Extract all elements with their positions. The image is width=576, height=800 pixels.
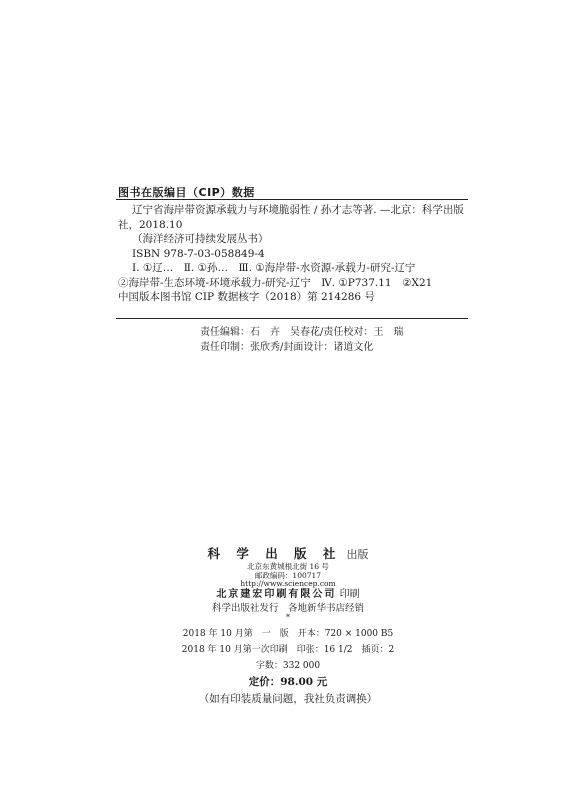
printer-name: 北京建宏印刷有限公司 bbox=[216, 589, 337, 600]
publisher-address: 北京东黄城根北街 16 号 bbox=[247, 562, 329, 571]
publisher-name-line bbox=[0, 543, 576, 562]
cip-top-rule bbox=[116, 199, 468, 200]
cip-isbn-line: ISBN 978-7-03-058849-4 bbox=[132, 247, 265, 260]
cip-data-block bbox=[118, 203, 466, 305]
word-count: 字数：332 000 bbox=[255, 661, 321, 671]
cip-subject-line-1: Ⅰ. ①辽… Ⅱ. ①孙… Ⅲ. ①海岸带-水资源-承载力-研究-辽宁 bbox=[132, 262, 416, 274]
publisher-name: 科 学 出 版 社 bbox=[207, 546, 342, 561]
edition-line: 2018 年 10 月第 一 版 开本：720 × 1000 B5 bbox=[182, 629, 394, 639]
printing-line: 2018 年 10 月第一次印刷 印张：16 1/2 插页：2 bbox=[181, 645, 395, 655]
publisher-postcode: 邮政编码：100717 bbox=[254, 571, 322, 580]
cip-title: 图书在版编目（CIP）数据 bbox=[118, 186, 255, 199]
quality-note: （如有印装质量问题，我社负责调换） bbox=[198, 693, 378, 705]
cip-book-title-line: 辽宁省海岸带资源承载力与环境脆弱性 / 孙才志等著. —北京：科学出版 bbox=[132, 204, 464, 216]
separator-star: * bbox=[286, 613, 290, 622]
cip-publisher-line: 社，2018.10 bbox=[118, 218, 183, 231]
cip-bottom-rule bbox=[116, 318, 468, 319]
distribution-line: 科学出版社发行 各地新华书店经销 bbox=[211, 603, 364, 614]
printer-line bbox=[0, 585, 576, 600]
editor-credits: 责任编辑：石 卉 吴春花/责任校对：王 瑞 bbox=[200, 327, 404, 338]
publisher-website: http://www.sciencep.com bbox=[240, 579, 336, 588]
production-credits: 责任印制：张欣秀/封面设计：诸道文化 bbox=[200, 342, 374, 353]
price: 定价：98.00 元 bbox=[248, 676, 328, 688]
cip-record-number: 中国版本图书馆 CIP 数据核字（2018）第 214286 号 bbox=[118, 291, 375, 303]
cip-subject-line-2: ②海岸带-生态环境-环境承载力-研究-辽宁 Ⅳ. ①P737.11 ②X21 bbox=[118, 276, 433, 289]
publisher-suffix: 出版 bbox=[346, 548, 369, 561]
cip-series-line: （海洋经济可持续发展丛书） bbox=[132, 233, 269, 245]
printer-suffix: 印刷 bbox=[339, 589, 360, 600]
